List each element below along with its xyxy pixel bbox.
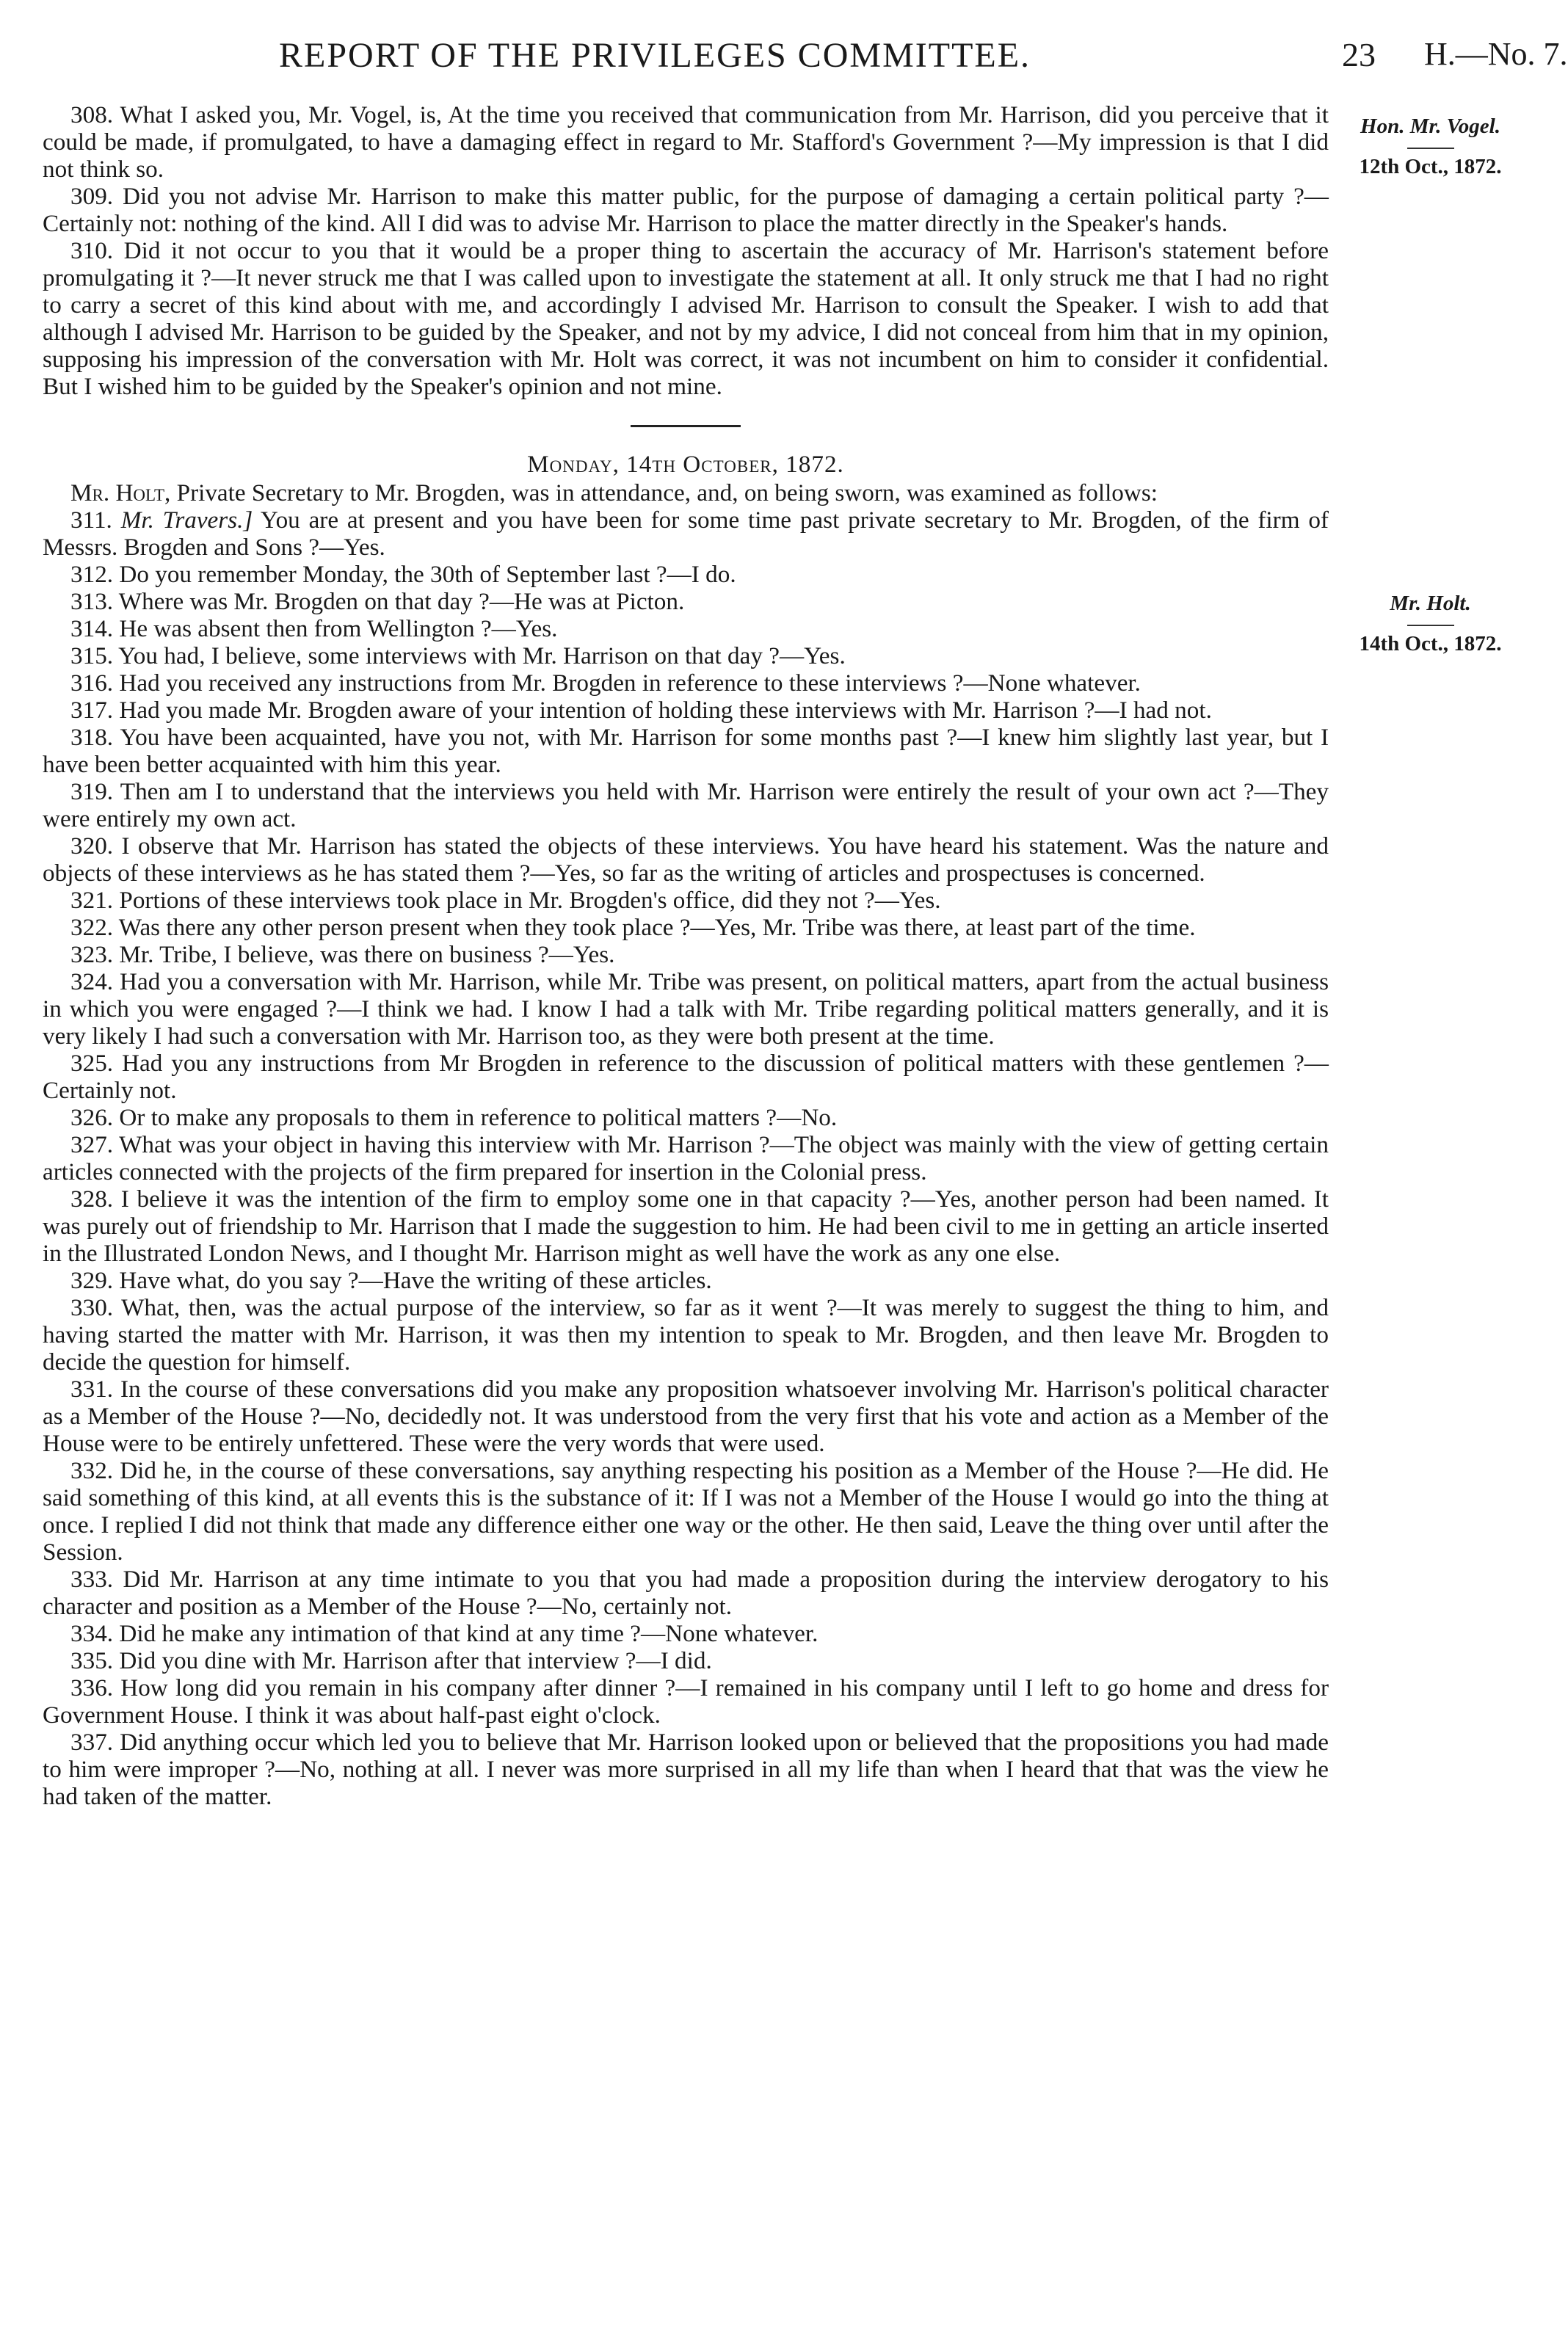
question-paragraph: 329. Have what, do you say ?—Have the writing of these articles.	[70, 1267, 712, 1294]
question-paragraph: 321. Portions of these interviews took place in Mr. Brogden's office, did they not ?—Yes.	[70, 887, 941, 914]
question-paragraph: 333. Did Mr. Harrison at any time intimate to you that you had made a proposition during the interview derogatory to his character and position as a Member of the House ?—No, certainly not.	[43, 1566, 1329, 1620]
question-paragraph	[43, 506, 1329, 561]
question-paragraph: 325. Had you any instructions from Mr Brogden in reference to the discussion of political matters with these gentlemen ?—Certainly not.	[43, 1050, 1329, 1104]
question-paragraph: 316. Had you received any instructions from Mr. Brogden in reference to these interviews ?—None whatever.	[70, 669, 1141, 697]
witness-intro-paragraph	[43, 479, 1329, 506]
page-number: 23	[1342, 36, 1376, 73]
question-paragraph: 312. Do you remember Monday, the 30th of September last ?—I do.	[70, 561, 736, 588]
question-paragraph: 334. Did he make any intimation of that kind at any time ?—None whatever.	[70, 1620, 819, 1647]
margin-note-divider	[1407, 625, 1454, 626]
question-paragraph: 330. What, then, was the actual purpose of the interview, so far as it went ?—It was merely to suggest the thing to him, and having started the matter with Mr. Harrison, it was then my intention to speak to Mr. Brogden, and then leave Mr. Brogden to decide the question for himself.	[43, 1294, 1329, 1376]
question-paragraph: 314. He was absent then from Wellington ?—Yes.	[70, 615, 558, 642]
witness-name: Mr. Holt	[70, 479, 165, 506]
margin-note-witness-name: Hon. Mr. Vogel.	[1360, 115, 1500, 138]
question-paragraph: 335. Did you dine with Mr. Harrison after that interview ?—I did.	[70, 1647, 712, 1674]
section-holt-testimony	[43, 479, 1329, 1810]
question-paragraph: 327. What was your object in having this interview with Mr. Harrison ?—The object was mainly with the view of getting certain articles connected with the projects of the firm prepared for insertion in the Colonial press.	[43, 1131, 1329, 1185]
question-paragraph: 332. Did he, in the course of these conversations, say anything respecting his position as a Member of the House ?—He did. He said something of this kind, at all events this is the substance of it: If I was not a Member of the House I would go into the thing at once. I replied I did not think that made any difference either one way or the other. He then said, Leave the thing over until after the Session.	[43, 1457, 1329, 1566]
question-text: You are at present and you have been for some time past private secretary to Mr. Brogden, of the firm of Messrs. Brogden and Sons ?—Yes.	[43, 506, 1329, 561]
margin-note-witness-name: Mr. Holt.	[1390, 592, 1471, 615]
margin-note-divider	[1407, 148, 1454, 149]
question-paragraph: 328. I believe it was the intention of the firm to employ some one in that capacity ?—Yes, another person had been named. It was purely out of friendship to Mr. Harrison that I made the suggestion to him. He had been civil to me in getting an article inserted in the Illustrated London News, and I thought Mr. Harrison might as well have the work as any one else.	[43, 1185, 1329, 1267]
question-paragraph: 320. I observe that Mr. Harrison has stated the objects of these interviews. You have heard his statement. Was the nature and objects of these interviews as he has stated them ?—Yes, so far as the writing of articles and prospectuses is concerned.	[43, 832, 1329, 887]
question-number: 311.	[70, 506, 112, 534]
section-divider	[631, 425, 741, 427]
section-vogel-testimony	[43, 101, 1329, 400]
margin-note-holt	[1348, 592, 1513, 656]
question-paragraph: 337. Did anything occur which led you to believe that Mr. Harrison looked upon or believed that the propositions you had made to him were improper ?—No, nothing at all. I never was more surprised in all my life than when I heard that that was the view he had taken of the matter.	[43, 1729, 1329, 1810]
page-header	[44, 35, 1568, 87]
question-paragraph: 324. Had you a conversation with Mr. Harrison, while Mr. Tribe was present, on political matters, apart from the actual business in which you were engaged ?—I think we had. I know I had a talk with Mr. Tribe regarding political matters generally, and it is very likely I had such a conversation with Mr. Harrison too, as they were both present at the time.	[43, 968, 1329, 1050]
margin-note-date: 12th Oct., 1872.	[1359, 155, 1502, 178]
main-text-column	[43, 101, 1329, 1810]
question-paragraph: 309. Did you not advise Mr. Harrison to make this matter public, for the purpose of damaging a certain political party ?—Certainly not: nothing of the kind. All I did was to advise Mr. Harrison to place the matter directly in the Speaker's hands.	[43, 183, 1329, 237]
question-paragraph: 315. You had, I believe, some interviews with Mr. Harrison on that day ?—Yes.	[70, 642, 846, 669]
margin-note-date: 14th Oct., 1872.	[1359, 632, 1502, 655]
question-paragraph: 317. Had you made Mr. Brogden aware of your intention of holding these interviews with Mr. Harrison ?—I had not.	[70, 697, 1212, 724]
question-paragraph: 322. Was there any other person present when they took place ?—Yes, Mr. Tribe was there, at least part of the time.	[70, 914, 1196, 941]
question-paragraph: 318. You have been acquainted, have you not, with Mr. Harrison for some months past ?—I knew him slightly last year, but I have been better acquainted with him this year.	[43, 724, 1329, 778]
witness-intro-text: , Private Secretary to Mr. Brogden, was in attendance, and, on being sworn, was examined as follows:	[164, 479, 1158, 506]
question-paragraph: 308. What I asked you, Mr. Vogel, is, At the time you received that communication from Mr. Harrison, did you perceive that it could be made, if promulgated, to have a damaging effect in regard to Mr. Stafford's Government ?—My impression is that I did not think so.	[43, 101, 1329, 183]
question-paragraph: 323. Mr. Tribe, I believe, was there on business ?—Yes.	[70, 941, 615, 968]
question-paragraph: 336. How long did you remain in his company after dinner ?—I remained in his company until I left to go home and dress for Government House. I think it was about half-past eight o'clock.	[43, 1674, 1329, 1729]
question-paragraph: 331. In the course of these conversations did you make any proposition whatsoever involving Mr. Harrison's political character as a Member of the House ?—No, decidedly not. It was understood from the very first that his vote and action as a Member of the House were to be entirely unfettered. These were the very words that were used.	[43, 1376, 1329, 1457]
report-title: REPORT OF THE PRIVILEGES COMMITTEE.	[279, 36, 1031, 75]
sitting-date-heading: Monday, 14th October, 1872.	[527, 451, 844, 478]
question-paragraph: 310. Did it not occur to you that it would be a proper thing to ascertain the accuracy of Mr. Harrison's statement before promulgating it ?—It never struck me that I was called upon to investigate the statement at all. It only struck me that I had no right to carry a secret of this kind about with me, and accordingly I advised Mr. Harrison to consult the Speaker. I wish to add that although I advised Mr. Harrison to be guided by the Speaker, and not by my advice, I did not conceal from him that in my opinion, supposing his impression of the conversation with Mr. Holt was correct, it was not incumbent on him to consider it confidential. But I wished him to be guided by the Speaker's opinion and not mine.	[43, 237, 1329, 400]
question-paragraph: 319. Then am I to understand that the interviews you held with Mr. Harrison were entirely the result of your own act ?—They were entirely my own act.	[43, 778, 1329, 832]
margin-note-vogel	[1348, 115, 1513, 179]
question-paragraph: 326. Or to make any proposals to them in reference to political matters ?—No.	[70, 1104, 838, 1131]
examiner-name: Mr. Travers.]	[120, 506, 253, 534]
question-paragraph: 313. Where was Mr. Brogden on that day ?—He was at Picton.	[70, 588, 685, 615]
document-reference: H.—No. 7.	[1424, 36, 1568, 72]
